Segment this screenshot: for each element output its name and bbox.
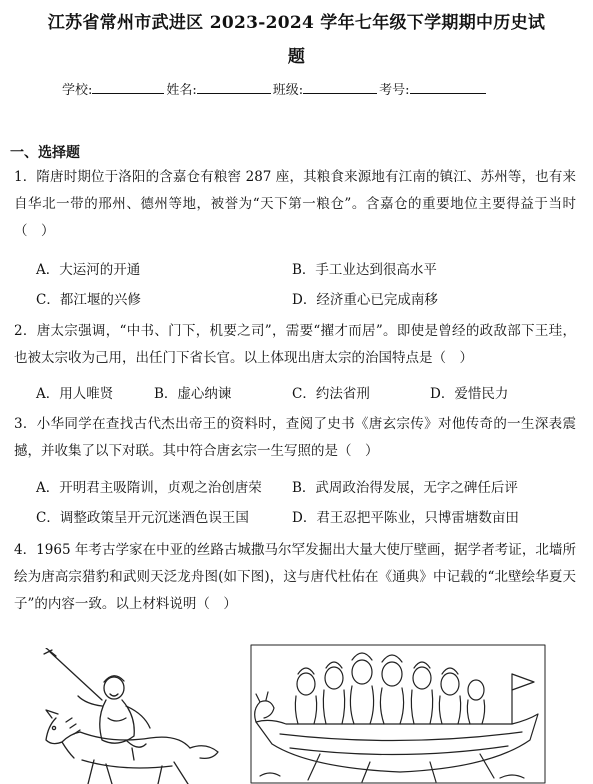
section-heading: 一、选择题 — [10, 145, 80, 161]
question-2-option-a: A．用人唯贤 — [36, 386, 114, 402]
question-3-option-d: D．君王忍把平陈业，只博雷塘数亩田 — [292, 510, 519, 526]
question-1-option-d: D．经济重心已完成南移 — [292, 292, 438, 308]
question-2-option-b: B．虚心纳谏 — [154, 386, 232, 402]
exam-title-line-2: 题 — [287, 47, 306, 67]
question-3-stem: 3．小华同学在查找古代杰出帝王的资料时，查阅了史书《唐玄宗传》对他传奇的一生深表震撼，并收集了以下对联。其中符合唐玄宗一生写照的是（ ） — [14, 416, 576, 459]
question-2-option-c: C．约法省刑 — [292, 386, 370, 402]
question-2-option-d: D．爱惜民力 — [430, 386, 509, 402]
question-4-stem: 4．1965 年考古学家在中亚的丝路古城撒马尔罕发掘出大量大使厅壁画，据学者考证，北墙所绘为唐高宗猎豹和武则天泛龙舟图(如下图)，这与唐代杜佑在《通典》中记载的“北壁绘华夏天子”的内容一致。以上材料说明（ ） — [14, 542, 576, 612]
question-3-option-b: B．武周政治得发展，无字之碑任后评 — [292, 480, 518, 496]
name-label: 姓名: — [166, 83, 197, 98]
student-info-fields — [62, 79, 488, 98]
exam-title-line-1: 江苏省常州市武进区 2023-2024 学年七年级下学期期中历史试 — [47, 13, 546, 33]
question-2-stem: 2．唐太宗强调，“中书、门下，机要之司”，需要“擢才而居”。即使是曾经的政敌部下王珪，也被太宗收为己用，出任门下省长官。以上体现出唐太宗的治国特点是（ ） — [14, 323, 576, 366]
question-3-option-c: C．调整政策呈开元沉迷酒色误王国 — [36, 510, 249, 526]
school-label: 学校: — [62, 83, 93, 98]
mural-dragon-boat-image — [250, 644, 546, 784]
exam-number-blank — [410, 80, 486, 94]
question-3-option-a: A．开明君主吸隋训，贞观之治创唐荣 — [36, 480, 262, 496]
question-1-stem: 1．隋唐时期位于洛阳的含嘉仓有粮窖 287 座，其粮食来源地有江南的镇江、苏州等，也有来自华北一带的邢州、德州等地，被誉为“天下第一粮仓”。含嘉仓的重要地位主要得益于当时（ ） — [14, 169, 576, 239]
name-blank — [197, 80, 271, 94]
class-blank — [303, 80, 377, 94]
mural-hunting-image — [22, 648, 232, 784]
exam-number-label: 考号: — [379, 83, 410, 98]
class-label: 班级: — [272, 83, 304, 98]
question-1-option-a: A．大运河的开通 — [36, 262, 141, 278]
question-1-option-c: C．都江堰的兴修 — [36, 292, 141, 308]
question-1-option-b: B．手工业达到很高水平 — [292, 262, 437, 278]
school-blank — [92, 80, 164, 94]
